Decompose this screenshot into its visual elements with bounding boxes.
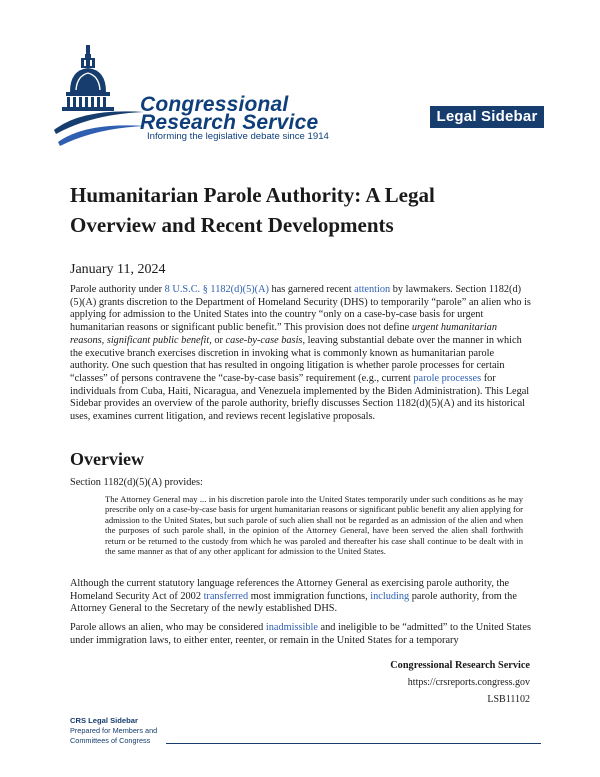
text-run: by lawmakers. Section 1182(d)(5)(A) grants discretion to the Department of Homeland Security (DHS) to temporarily “parole” an alien who is applying for admission to the United States into the country “only on a case-by-case basis for urgent humanitarian reasons or significant public benefit.” This provision does not define — [70, 284, 531, 334]
org-name-line1: Congressional — [140, 93, 289, 116]
text-run: parole authority, from the Attorney General to the Secretary of the newly established DHS. — [70, 590, 517, 615]
inline-link[interactable]: transferred — [203, 590, 249, 602]
document-date: January 11, 2024 — [70, 262, 166, 277]
footer-left-label: CRS Legal Sidebar — [70, 716, 138, 725]
legal-sidebar-badge: Legal Sidebar — [430, 106, 544, 128]
org-name-line2: Research Service — [140, 111, 319, 134]
org-tagline: Informing the legislative debate since 1914 — [147, 131, 329, 142]
text-run: Although the current statutory language references the Attorney General as exercising parole authority, the Homeland Security Act of 2002 — [70, 578, 510, 602]
text-run: for individuals from Cuba, Haiti, Nicaragua, and Venezuela implemented by the Biden Administration). This Legal Sidebar provides an overview of the parole authority, briefly discusses Section 1182(d)(5)(A) and its historical uses, examines current litigation, and reviews recent legislative proposals. — [70, 372, 530, 423]
text-run: most immigration functions, — [248, 590, 371, 602]
text-run: and ineligible to be “admitted” to the United States under immigration laws, to either enter, reenter, or remain in the United States for a temporary — [70, 622, 531, 646]
statute-quote: The Attorney General may ... in his discretion parole into the United States temporarily under such conditions as he may prescribe only on a case-by-case basis for urgent humanitarian reasons or significant public benefit any alien applying for admission to the United States, but such parole of such alien shall not be regarded as an admission of the alien and when the purposes of such parole shall, in the opinion of the Attorney General, have been served the alien shall forthwith return or be returned to the custody from which he was paroled and thereafter his case shall continue to be dealt with in the same manner as that of any other applicant for admission to the United States. — [105, 494, 523, 557]
document-title: Humanitarian Parole Authority: A Legal Overview and Recent Developments — [70, 183, 435, 237]
text-run: , — [101, 334, 107, 346]
footer-rule — [166, 743, 541, 744]
inline-link[interactable]: 8 U.S.C. § 1182(d)(5)(A) — [164, 284, 269, 295]
inline-link[interactable]: including — [370, 590, 410, 602]
text-run: Parole authority under — [70, 284, 165, 295]
footer-left-line2: Committees of Congress — [70, 736, 151, 745]
overview-lead-text: Section 1182(d)(5)(A) provides: — [70, 477, 203, 488]
text-run: Parole allows an alien, who may be considered — [70, 622, 266, 633]
overview-heading: Overview — [70, 449, 144, 469]
footer-left-line1: Prepared for Members and — [70, 726, 158, 735]
inline-link[interactable]: parole processes — [413, 372, 482, 384]
inline-link[interactable]: attention — [354, 284, 391, 295]
report-id: LSB11102 — [487, 694, 530, 705]
emphasized-term: urgent humanitarian reasons — [70, 322, 497, 346]
emphasized-term: significant public benefit — [106, 334, 210, 346]
parole-paragraph — [70, 622, 532, 647]
statutory-paragraph — [70, 578, 532, 616]
crs-capitol-dome-logo — [52, 42, 152, 154]
footer-org-name: Congressional Research Service — [390, 660, 530, 671]
emphasized-term: case-by-case basis — [225, 334, 303, 346]
footer-left-block — [70, 716, 157, 746]
text-run: , or — [209, 334, 226, 346]
intro-paragraph — [70, 284, 532, 424]
inline-link[interactable]: inadmissible — [265, 622, 318, 633]
footer-url[interactable]: https://crsreports.congress.gov — [407, 677, 530, 688]
text-run: , leaving substantial debate over the manner in which the executive branch exercises discretion in invoking what is commonly known as humanitarian parole authority. One such question that has resulted in ongoing litigation is whether parole processes for certain “classes” of persons contravene the “case-by-case basis” requirement (e.g., current — [70, 334, 522, 384]
text-run: has garnered recent — [268, 284, 355, 295]
